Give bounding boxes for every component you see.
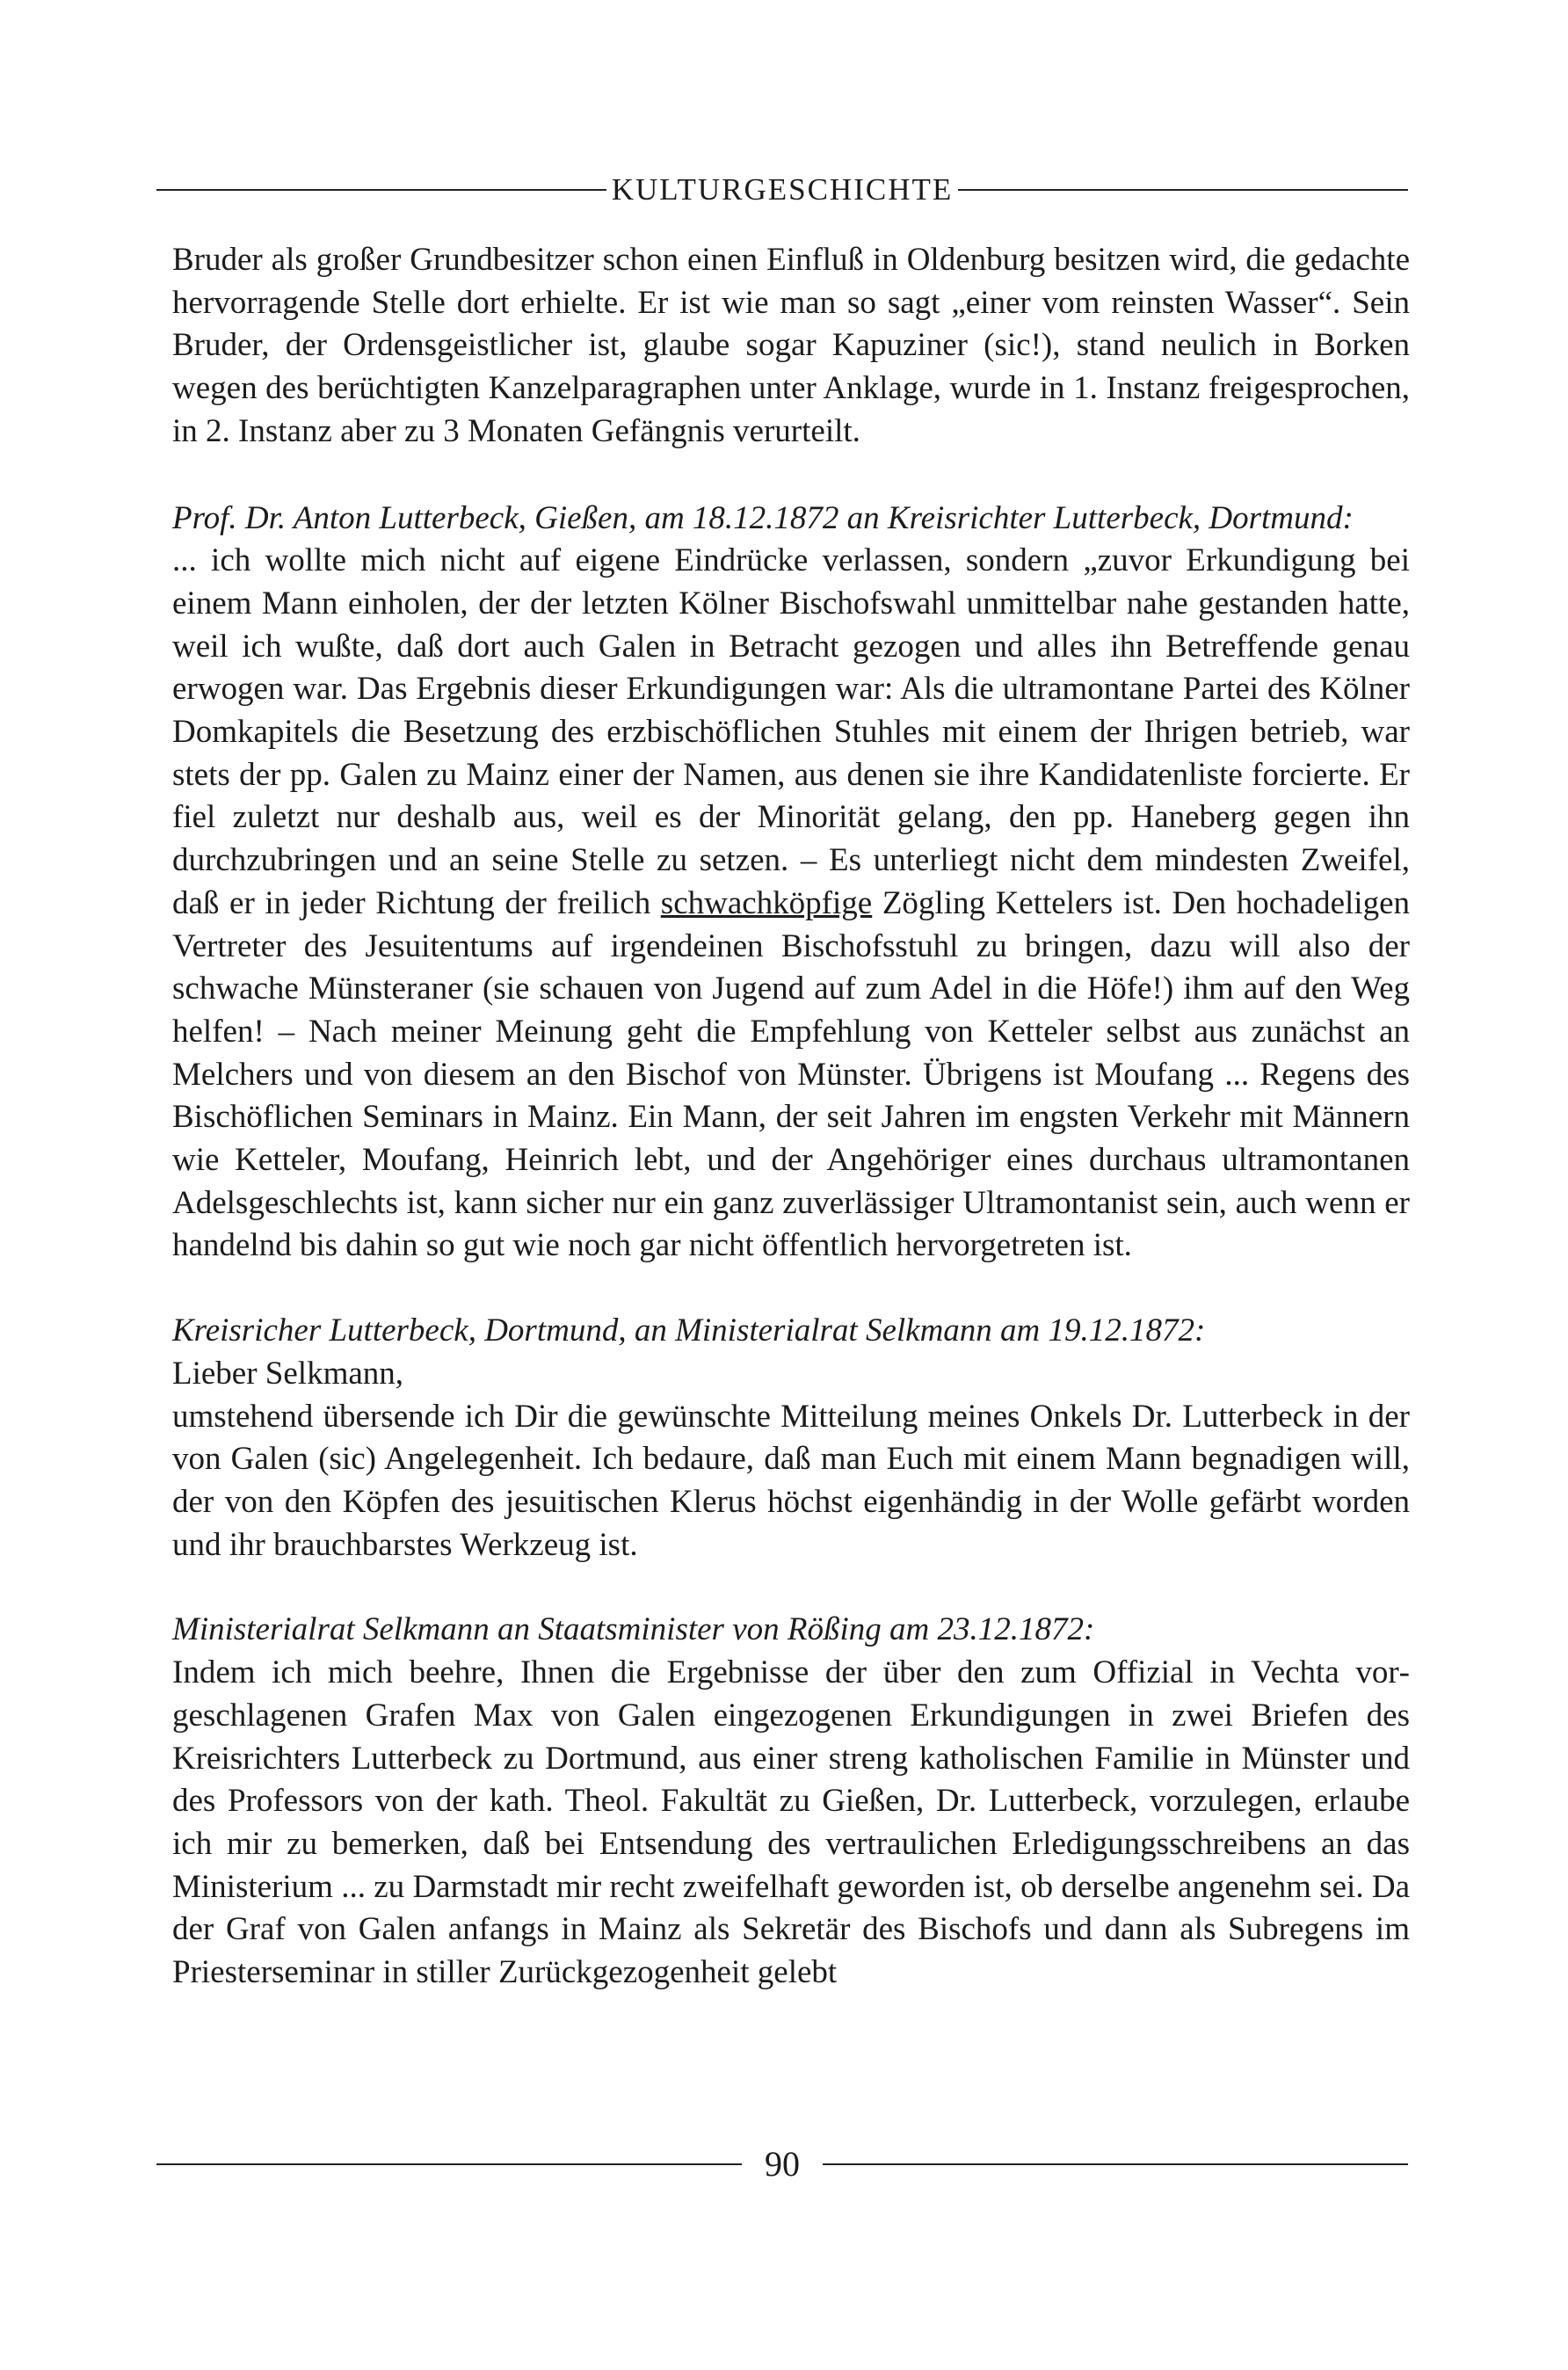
letter-text xyxy=(172,540,1410,1268)
letter-source-line: Kreisricher Lutterbeck, Dortmund, an Ministerialrat Selkmann am 19.12.1872: xyxy=(172,1312,1206,1349)
letter-text: umstehend übersende ich Dir die gewünschte Mitteilung meines Onkels Dr. Lutterbeck in der von Galen (sic) Angelegenheit. Ich bedaure, daß man Euch mit einem Mann begnadigen will, der von den Köpfen des jesuitischen Klerus höchst eigenhändig in der Wolle gefärbt worden und ihr brauchbarstes Werkzeug ist. xyxy=(172,1398,1410,1563)
letter-text-part: Zögling Kettelers ist. Den hochadeligen Vertreter des Jesuitentums auf irgendeinen Bischofsstuhl zu bringen, dazu will also der schwache Münsteraner (sie schauen von Jugend auf zum Adel in die Höfe!) ihm auf den Weg helfen! – Nach meiner Meinung geht die Empfehlung von Ketteler selbst aus zunächst an Melchers und von diesem an den Bischof von Münster. Übrigens ist Moufang ... Regens des Bischöflichen Seminars in Mainz. Ein Mann, der seit Jahren im engsten Verkehr mit Männern wie Ketteler, Moufang, Heinrich lebt, und der Angehöriger eines durchaus ultramontanen Adelsgeschlechts ist, kann sicher nur ein ganz zuverlässiger Ultramontanist sein, auch wenn er handelnd bis dahin so gut wie noch gar nicht öffentlich hervorgetreten ist. xyxy=(172,884,1411,1264)
header-rule-right xyxy=(958,189,1408,191)
intro-paragraph: Bruder als großer Grundbesitzer schon einen Einfluß in Oldenburg besitzen wird, die gedachte hervorragende Stelle dort erhielte. Er ist wie man so sagt „einer vom reinsten Wasser“. Sein Bruder, der Ordensgeistlicher ist, glaube sogar Kapuziner (sic!), stand neulich in Borken wegen des berüchtigten Kanzelparagraphen unter Anklage, wurde in 1. Instanz freigesprochen, in 2. Instanz aber zu 3 Monaten Gefängnis verurteilt. xyxy=(172,242,1410,449)
letter-text: Indem ich mich beehre, Ihnen die Ergebnisse der über den zum Offizial in Vechta vorgeschlagenen Grafen Max von Galen eingezogenen Erkundigungen in zwei Briefen des Kreisrichters Lutterbeck zu Dortmund, aus einer streng katholischen Familie in Münster und des Professors von der kath. Theol. Fakultät zu Gießen, Dr. Lutterbeck, vorzulegen, erlaube ich mir zu bemerken, daß bei Entsendung des vertraulichen Erledigungsschreibens an das Ministerium ... zu Darmstadt mir recht zweifelhaft geworden ist, ob derselbe angenehm sei. Da der Graf von Galen anfangs in Mainz als Sekretär des Bischofs und dann als Subregens im Priesterseminar in stiller Zurückgezogenheit gelebt xyxy=(172,1654,1410,1991)
letter-selkmann xyxy=(172,1609,1410,1994)
page-number: 90 xyxy=(765,2144,800,2184)
letter-source-line: Ministerialrat Selkmann an Staatsminister von Rößing am 23.12.1872: xyxy=(172,1611,1095,1648)
letter-source-line: Prof. Dr. Anton Lutterbeck, Gießen, am 18.12.1872 an Kreisrichter Lutterbeck, Dortmund: xyxy=(172,499,1354,536)
letter-lutterbeck-professor xyxy=(172,498,1410,1269)
letter-lutterbeck-judge xyxy=(172,1310,1410,1567)
running-header xyxy=(156,172,1408,207)
footer-rule-left xyxy=(156,2163,742,2165)
page-body xyxy=(172,239,1410,1995)
header-rule-left xyxy=(156,189,606,191)
letter-salutation: Lieber Selkmann, xyxy=(172,1355,404,1392)
page-footer xyxy=(156,2143,1408,2185)
letter-text-part: ... ich wollte mich nicht auf eigene Eindrücke verlassen, sondern „zuvor Erkundigung bei einem Mann einholen, der der letzten Kölner Bischofswahl unmittelbar nahe gestanden hatte, weil ich wußte, daß dort auch Galen in Betracht gezogen und alles ihn Betreffende genau erwogen war. Das Ergebnis dieser Erkundigungen war: Als die ultramontane Partei des Kölner Domkapitels die Besetzung des erzbischöflichen Stuhles mit einem der Ihrigen betrieb, war stets der pp. Galen zu Mainz einer der Namen, aus denen sie ihre Kandidatenliste forcierte. Er fiel zuletzt nur deshalb aus, weil es der Minorität gelang, den pp. Haneberg gegen ihn durchzubringen und an seine Stelle zu setzen. – Es unterliegt nicht dem mindesten Zweifel, daß er in jeder Richtung der freilich xyxy=(172,542,1410,921)
footer-rule-right xyxy=(823,2163,1408,2165)
header-title: KULTURGESCHICHTE xyxy=(611,172,954,207)
underlined-word: schwachköpfige xyxy=(660,884,873,921)
